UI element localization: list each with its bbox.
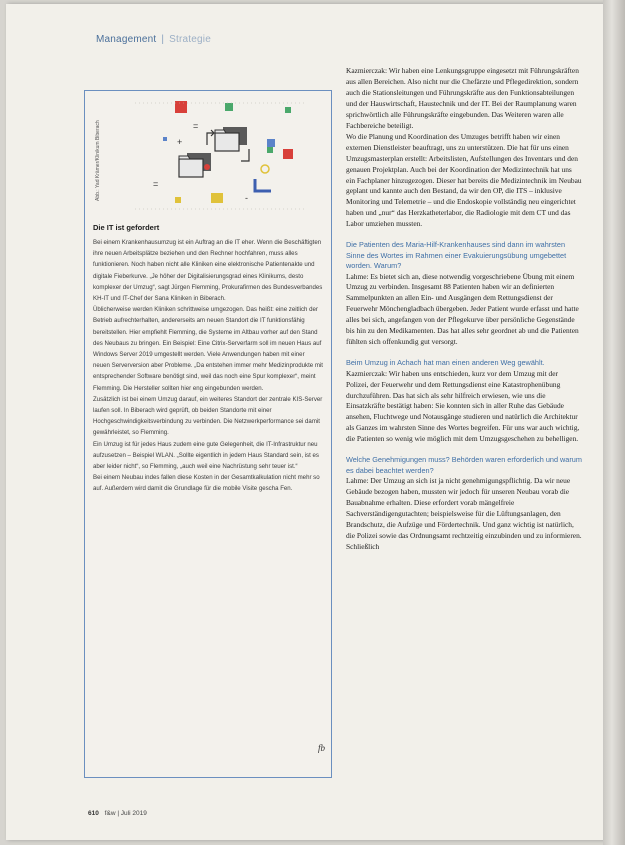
section-separator: |: [161, 34, 165, 45]
section-label: Management: [96, 34, 157, 45]
sidebar-box: [84, 90, 332, 778]
answer-paragraph: Lahme: Es bietet sich an, diese notwendig vorgeschriebene Übung mit einem Umzug zu verbinden. Insgesamt 88 Patienten haben wir an definierten Sammelpunkten an allen Ein- und Ausgängen dem Rettungsdienst der Feuerwehr Mönchengladbach übergeben. Jeder Patient wurde erfasst und hatte alles bei sich, angefangen von der Pflegekurve über persönliche Gegenstände bis hin zu den Medikamenten. Das hat alles sehr geordnet ab und die Patienten fühlten sich offenkundig gut versorgt.: [346, 271, 579, 347]
folder-network-illustration: [115, 97, 315, 215]
page-number: 610: [88, 810, 99, 817]
interview-question: Beim Umzug in Achach hat man einen anderen Weg gewählt.: [346, 358, 545, 368]
svg-text:+: +: [177, 137, 183, 147]
sidebar-title: Die IT ist gefordert: [93, 223, 160, 232]
answer-paragraph: Kazmierczak: Wir haben uns entschieden, kurz vor dem Umzug mit der Polizei, der Feuerwehr und dem Rettungsdienst eine Katastrophenübung durchzuführen. Das hat sich als sehr hilfreich erwiesen, wie uns die Einsatzkräfte bestätigt haben: Sie konnten sich in aller Ruhe das Gebäude ansehen, Fluchtwege und Notausgänge studieren und natürlich die Architektur als Ganzes im wahrsten Sinne des Wortes begreifen. Für uns war auch wichtig, die Patienten so wenig wie möglich mit dem Umzugsgeschehen zu behelligen.: [346, 368, 580, 444]
answer-paragraph: Lahme: Der Umzug an sich ist ja nicht genehmigungspflichtig. Da wir neue Gebäude bezogen haben, mussten wir jedoch für unseren Neubau vorab die Bauabnahme erhalten. Diese erfordert vorab mängelfreie Sachverständigengutachten; beispielsweise für die Lüftungsanlagen, den Brandschutz, die Aufzüge und Fördertechnik. Und ganz wichtig ist natürlich, die Polizei sowie das Ordnungsamt rechtzeitig einzubinden und zu informieren. Schließlich: [346, 476, 582, 551]
issue-label: f&w | Juli 2019: [104, 810, 147, 817]
interview-question: Die Patienten des Maria-Hilf-Krankenhauses sind dann im wahrsten Sinne des Wortes im Rahmen einer Evakuierungsübung umgebettet worden. Warum?: [346, 240, 567, 271]
answer-paragraph: Wo die Planung und Koordination des Umzuges betrifft haben wir einen externen Dienstleister beauftragt, uns zu unterstützen. Die hat für uns einen Umzugsmasterplan erstellt: Arbeitslisten, Aufstellungen des Inventars und den genauen Projektplan. Auch bei der Koordination der Medizintechnik hat uns ein Fachplaner hinzugezogen. Dieser hat bereits die Medizintechnik im Neubau geplant und kannte auch den Bestand, da wir den OP, die ITS – inklusive Monitoring und Telemetrie – und die Endoskopie vollständig neu eingerichtet haben und „nur“ das Herzkatheterlabor, die Radiologie mit dem CT und das Labor umziehen mussten.: [346, 131, 582, 229]
page-spine: [603, 0, 625, 845]
magazine-page: [6, 4, 606, 840]
svg-text:=: =: [153, 179, 159, 189]
sidebar-paragraph: Zusätzlich ist bei einem Umzug darauf, ein weiteres Standort der zentrale KIS-Server laufen soll. In Biberach wird geprüft, ob beiden Standorte mit einer Hochgeschwindigkeitsverbindung zu verbinden. Die Netzwerkperformance sei damit gewährleistet, so Flemming.: [93, 395, 323, 437]
sidebar-text: [93, 237, 323, 495]
svg-text:-: -: [245, 193, 248, 203]
interview-question: Welche Genehmigungen muss? Behörden waren erforderlich und warum es dabei beachtet werden?: [346, 455, 582, 475]
page-footer: [88, 810, 147, 817]
subsection-label: Strategie: [169, 34, 211, 45]
sidebar-paragraph: Üblicherweise werden Kliniken schrittweise umgezogen. Das heißt: eine zeitlich der Betrieb aufrechterhalten, andererseits am neuen Standort die IT funktionsfähig bereitstellen. Hier empfiehlt Flemming, die Systeme im Altbau vorher auf den Stand des Neubaus zu bringen. Ein Beispiel: Eine Citrix-Serverfarm soll im neuen Haus auf Windows Server 2019 umgestellt werden. Viele Anwendungen haben mit einer neuen Serverversion aber Probleme. „Da entstehen immer mehr Medizinprodukte mit entsprechender Software benötigt sind, weil das noch eine Spur komplexer“, meint Flemming. Die Hersteller sollten hier eng eingebunden werden.: [93, 306, 323, 392]
section-header: [96, 34, 211, 45]
sidebar-paragraph: Ein Umzug ist für jedes Haus zudem eine gute Gelegenheit, die IT-Infrastruktur neu aufzusetzen – Beispiel WLAN. „Sollte eigentlich in jedem Haus Standard sein, ist es aber leider nicht“, so Flemming, „auch weil eine Nachrüstung sehr teuer ist.“: [93, 440, 319, 471]
sidebar-paragraph: Bei einem Neubau indes fallen diese Kosten in der Gesamtkalkulation nicht mehr so auf. Außerdem wird damit die Grundlage für die mobile Visite gescha Fen.: [93, 474, 320, 493]
author-signature: fb: [317, 743, 325, 753]
svg-text:=: =: [193, 121, 199, 131]
sidebar-paragraph: Bei einem Krankenhausumzug ist ein Auftrag an die IT eher. Wenn die Beschäftigten ihre neuen Arbeitsplätze beziehen und den Rechner hochfahren, muss alles funktionieren. Noch haben nicht alle Kliniken eine elektronische Patientenakte und digitale Fieberkurve. „Je höher der Digitalisierungsgrad eines Klinikums, desto komplexer der Umzug“, sagt Jürgen Flemming, Prokurafirmen des Bundesverbandes KH-IT und IT-Chef der Sana Kliniken in Biberach.: [93, 239, 323, 303]
answer-paragraph: Kazmierczak: Wir haben eine Lenkungsgruppe eingesetzt mit Führungskräften aus allen Bereichen. Also nicht nur die Chefärzte und Pflegedirektion, sondern auch die Stationsleitungen und Führungskräfte aus den Funktionsabteilungen und der Hauswirtschaft, Haustechnik und der IT. Bei der Raumplanung waren sprichwörtlich alle Führungskräfte eingebunden. Das Weiteren waren alle Fachbereiche beteiligt.: [346, 66, 579, 130]
interview-column: [346, 66, 582, 553]
image-credit: Abb.: Yad Krämer/Klinikum Biberach: [95, 120, 101, 201]
